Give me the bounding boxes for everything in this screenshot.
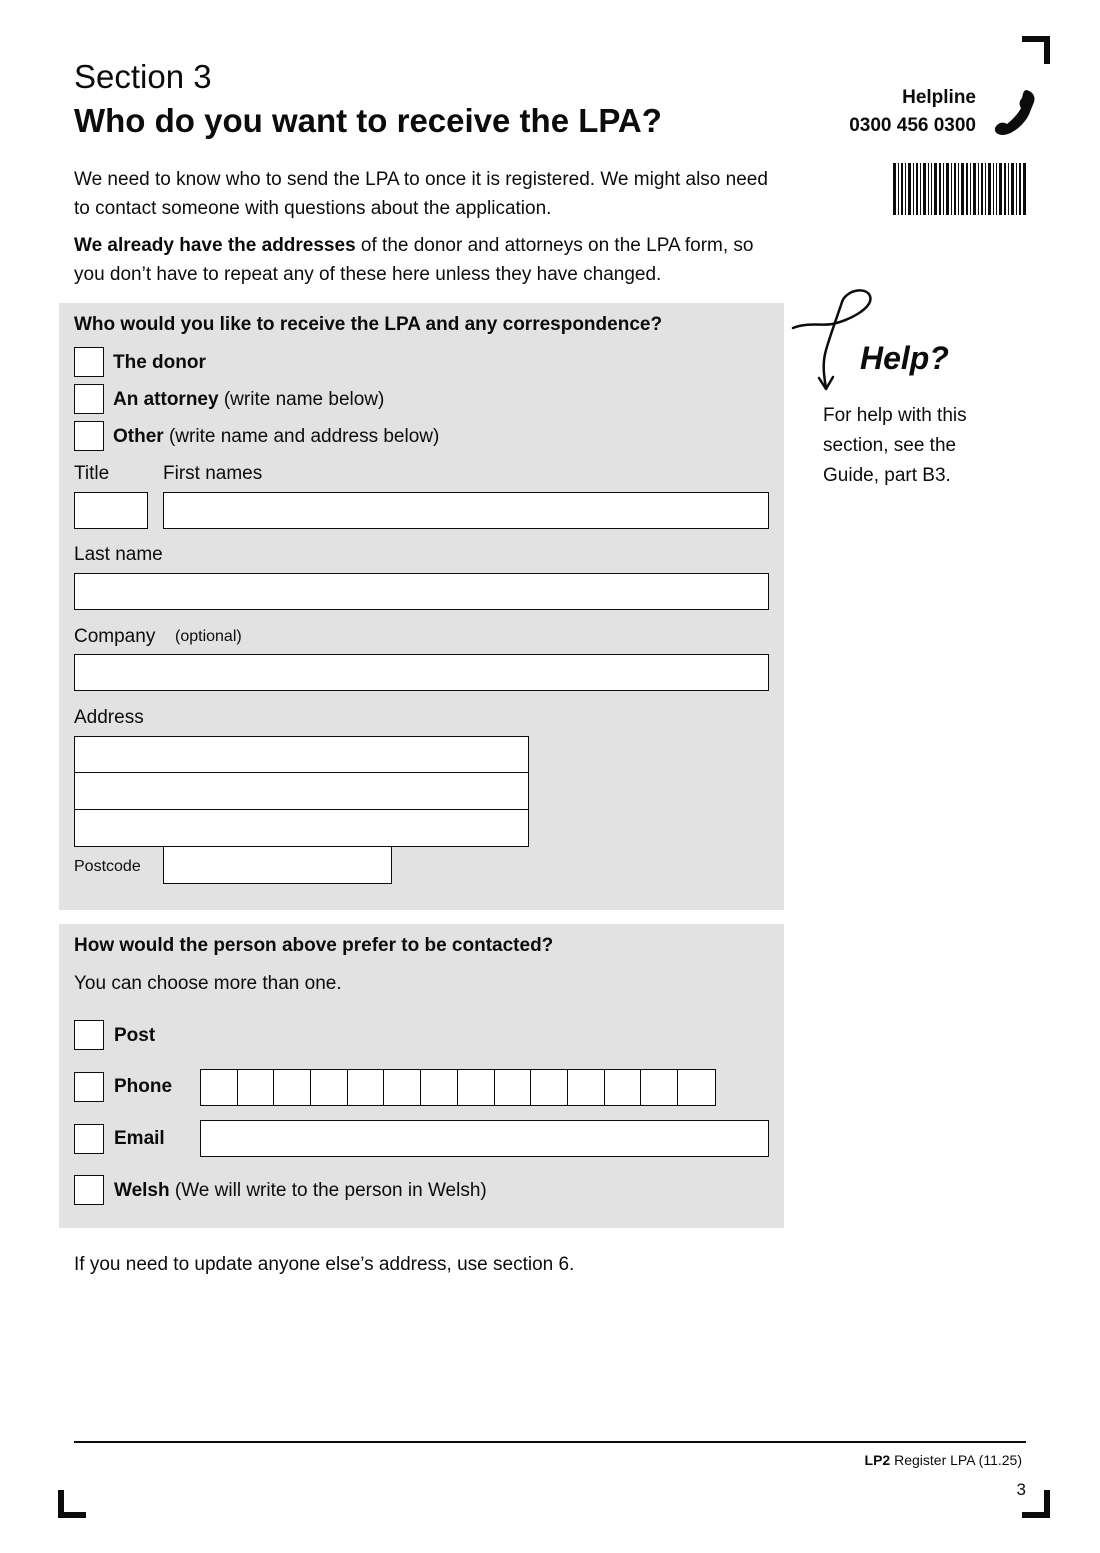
postcode-field[interactable]	[163, 846, 392, 884]
phone-digit-box[interactable]	[605, 1070, 642, 1105]
phone-digit-box[interactable]	[201, 1070, 238, 1105]
title-label: Title	[74, 463, 110, 484]
contact-question: How would the person above prefer to be contacted?	[74, 935, 554, 956]
phone-digit-box[interactable]	[458, 1070, 495, 1105]
contact-hint: You can choose more than one.	[74, 973, 342, 994]
phone-icon	[990, 88, 1040, 138]
phone-digit-box[interactable]	[238, 1070, 275, 1105]
intro-rest-text: of the donor and attorneys on the LPA form, so you don’t have to repeat any of these here unless they have changed.	[74, 235, 754, 285]
corner-mark-bottom-right	[1022, 1490, 1050, 1518]
footer-rule	[74, 1441, 1026, 1443]
page-number: 3	[1016, 1480, 1026, 1499]
title-field[interactable]	[74, 492, 148, 529]
other-checkbox[interactable]	[74, 421, 104, 451]
page-title: Who do you want to receive the LPA?	[74, 102, 662, 139]
barcode	[893, 163, 1026, 215]
phone-digit-box[interactable]	[531, 1070, 568, 1105]
address-line-3-field[interactable]	[74, 809, 529, 847]
phone-digit-box[interactable]	[311, 1070, 348, 1105]
recipient-question: Who would you like to receive the LPA and any correspondence?	[74, 314, 663, 335]
phone-number-field[interactable]	[200, 1069, 716, 1106]
postcode-label: Postcode	[74, 858, 141, 875]
phone-digit-box[interactable]	[678, 1070, 715, 1105]
other-option-label: Other (write name and address below)	[113, 426, 440, 447]
email-checkbox[interactable]	[74, 1124, 104, 1154]
company-field[interactable]	[74, 654, 769, 691]
first-names-field[interactable]	[163, 492, 769, 529]
phone-label: Phone	[114, 1076, 173, 1097]
update-address-note: If you need to update anyone else’s address, use section 6.	[74, 1254, 575, 1275]
helpline-label: Helpline	[902, 87, 976, 108]
phone-digit-box[interactable]	[421, 1070, 458, 1105]
address-line-1-field[interactable]	[74, 736, 529, 773]
address-line-2-field[interactable]	[74, 772, 529, 810]
company-label: Company	[74, 626, 156, 647]
email-field[interactable]	[200, 1120, 769, 1157]
address-label: Address	[74, 707, 144, 728]
intro-paragraph: We need to know who to send the LPA to once it is registered. We might also need to contact someone with questions about the application.	[74, 169, 768, 219]
phone-digit-box[interactable]	[274, 1070, 311, 1105]
form-code: LP2 Register LPA (11.25)	[864, 1452, 1022, 1468]
phone-digit-box[interactable]	[384, 1070, 421, 1105]
corner-mark-top-right	[1022, 36, 1050, 64]
intro-bold-text: We already have the addresses	[74, 235, 356, 256]
phone-digit-box[interactable]	[568, 1070, 605, 1105]
phone-digit-box[interactable]	[348, 1070, 385, 1105]
post-checkbox[interactable]	[74, 1020, 104, 1050]
help-title: Help?	[860, 340, 949, 376]
post-label: Post	[114, 1025, 156, 1046]
company-optional-note: (optional)	[175, 628, 242, 645]
phone-digit-box[interactable]	[641, 1070, 678, 1105]
helpline-number: 0300 456 0300	[849, 115, 976, 136]
donor-checkbox[interactable]	[74, 347, 104, 377]
welsh-option-label: Welsh (We will write to the person in Welsh)	[114, 1180, 487, 1201]
first-names-label: First names	[163, 463, 263, 484]
section-label: Section 3	[74, 58, 212, 95]
attorney-checkbox[interactable]	[74, 384, 104, 414]
help-text: For help with this section, see the Guide, part B3.	[823, 405, 967, 486]
donor-option-label: The donor	[113, 352, 206, 373]
phone-digit-box[interactable]	[495, 1070, 532, 1105]
last-name-field[interactable]	[74, 573, 769, 610]
intro-paragraph-addresses	[74, 231, 774, 289]
last-name-label: Last name	[74, 544, 163, 565]
email-label: Email	[114, 1128, 165, 1149]
attorney-option-label: An attorney (write name below)	[113, 389, 385, 410]
corner-mark-bottom-left	[58, 1490, 86, 1518]
phone-checkbox[interactable]	[74, 1072, 104, 1102]
welsh-checkbox[interactable]	[74, 1175, 104, 1205]
